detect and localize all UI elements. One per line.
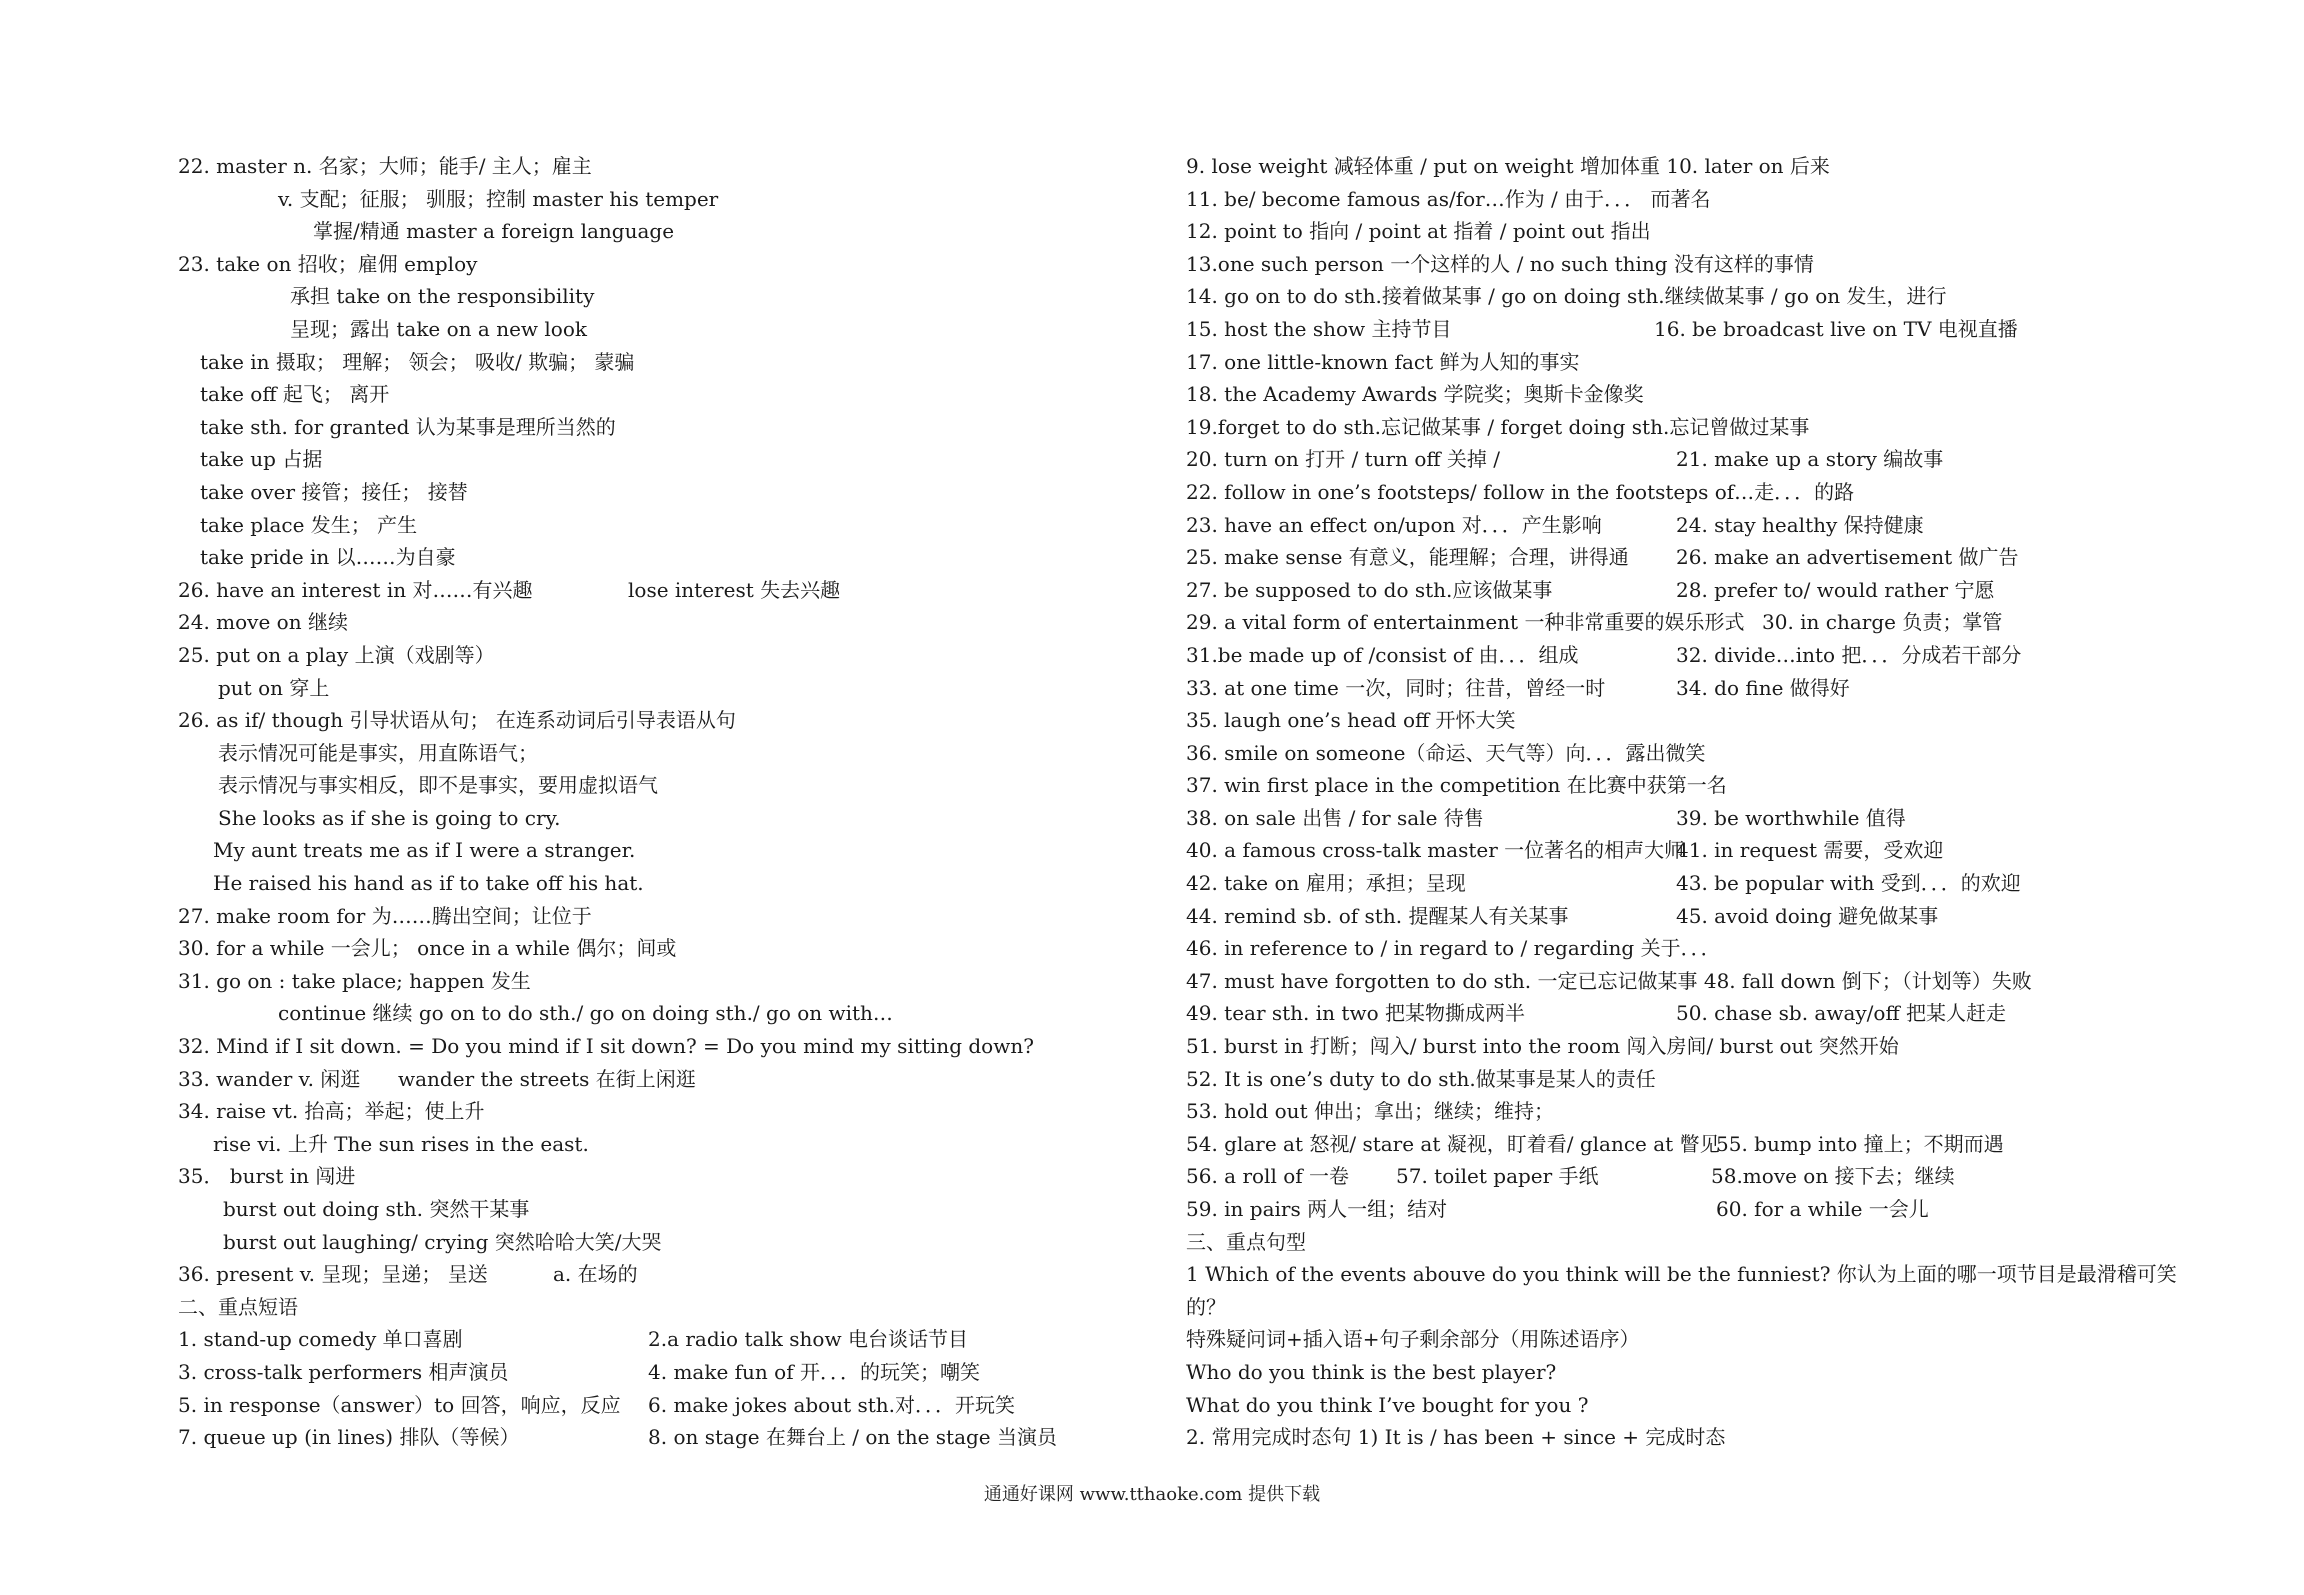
left-column [178,150,1138,1454]
text-segment: 11. be/ become famous as/for…作为 / 由于．．． 而著名 [1186,186,1711,211]
text-line [1186,997,2166,1030]
text-segment: 34. raise vt. 抬高；举起；使上升 [178,1099,485,1124]
text-segment: 15. host the show 主持节目 [1186,316,1452,341]
text-segment: 18. the Academy Awards 学院奖；奥斯卡金像奖 [1186,382,1644,407]
text-segment: 19.forget to do sth.忘记做某事 / forget doing sth.忘记曾做过某事 [1186,414,1810,439]
text-segment: 38. on sale 出售 / for sale 待售 [1186,805,1484,830]
text-line [1186,639,2166,672]
text-line [178,965,1138,998]
text-line [1186,280,2166,313]
text-line [178,346,1138,379]
text-segment: 承担 take on the responsibility [290,284,595,309]
text-segment: 59. in pairs 两人一组；结对 [1186,1197,1448,1221]
text-line [178,997,1138,1030]
text-segment: 4. make fun of 开．．．的玩笑；嘲笑 [648,1359,980,1384]
text-segment: 50. chase sb. away/off 把某人赶走 [1676,1001,2007,1026]
text-line [1186,183,2166,216]
text-line [178,1193,1138,1226]
text-segment: 39. be worthwhile 值得 [1676,805,1906,830]
text-segment: My aunt treats me as if I were a stranger. [213,838,636,863]
text-segment: 32. Mind if I sit down. = Do you mind if I sit down? = Do you mind my sitting down? [178,1034,1034,1059]
text-line [178,476,1138,509]
text-line [178,574,1138,607]
text-segment: a. 在场的 [553,1262,638,1287]
text-segment: 12. point to 指向 / point at 指着 / point out 指出 [1186,219,1651,244]
text-segment: 46. in reference to / in regard to / regarding 关于．．． [1186,936,1721,961]
text-line [1186,965,2166,998]
text-line [1186,900,2166,933]
text-line [1186,672,2166,705]
text-segment: 7. queue up (in lines) 排队（等候） [178,1425,520,1450]
text-segment: 25. make sense 有意义，能理解；合理，讲得通 [1186,545,1629,570]
text-segment: 23. take on 招收；雇佣 employ [178,251,478,276]
text-line [1186,476,2166,509]
text-segment: 13.one such person 一个这样的人 / no such thing 没有这样的事情 [1186,251,1814,276]
text-line [178,1226,1138,1259]
text-line [178,932,1138,965]
text-segment: 22. follow in one’s footsteps/ follow in the footsteps of…走．．．的路 [1186,479,1855,504]
text-segment: take over 接管；接任； 接替 [200,479,468,504]
text-segment: 34. do fine 做得好 [1676,675,1850,700]
text-segment: 43. be popular with 受到．．．的欢迎 [1676,871,2021,896]
text-segment: 42. take on 雇用；承担；呈现 [1186,871,1466,896]
text-segment: wander the streets 在街上闲逛 [398,1066,696,1091]
text-segment: 1 Which of the events abouve do you think will be the funniest? 你认为上面的哪一项节目是最滑稽可笑 [1186,1262,2177,1287]
text-line [1186,1323,2166,1356]
text-segment: 二、重点短语 [178,1294,298,1319]
text-line [1186,1030,2166,1063]
text-segment: 30. in charge 负责；掌管 [1762,610,2003,635]
text-segment: 49. tear sth. in two 把某物撕成两半 [1186,1001,1525,1026]
text-segment: 25. put on a play 上演（戏剧等） [178,642,495,667]
text-segment: What do you think I’ve bought for you ? [1186,1392,1589,1417]
text-line [178,900,1138,933]
text-segment: take in 摄取； 理解； 领会； 吸收/ 欺骗； 蒙骗 [200,349,635,374]
text-line [178,411,1138,444]
text-line [1186,509,2166,542]
text-segment: 9. lose weight 减轻体重 / put on weight 增加体重 10. later on 后来 [1186,154,1830,178]
text-line [178,1356,1138,1389]
text-line [1186,1258,2177,1291]
text-line [1186,313,2166,346]
text-line [178,1421,1138,1454]
text-segment: 33. wander v. 闲逛 [178,1066,361,1091]
text-line [1186,1291,2166,1324]
text-line [1186,378,2166,411]
text-segment: 22. master n. 名家；大师；能手/ 主人；雇主 [178,154,592,178]
text-segment: He raised his hand as if to take off his hat. [213,871,644,896]
text-segment: 60. for a while 一会儿 [1716,1197,1929,1221]
text-segment: 的？ [1186,1294,1226,1319]
text-line [1186,1421,2166,1454]
text-line [178,1128,1138,1161]
text-line [1186,932,2166,965]
text-segment: 31.be made up of /consist of 由．．．组成 [1186,642,1579,667]
text-line [178,280,1138,313]
text-line [1186,1193,2166,1226]
text-segment: 16. be broadcast live on TV 电视直播 [1654,316,2018,341]
text-line [178,215,1138,248]
text-segment: 呈现；露出 take on a new look [290,316,587,341]
text-segment: 52. It is one’s duty to do sth.做某事是某人的责任 [1186,1066,1656,1091]
text-line [1186,769,2166,802]
text-segment: 36. smile on someone（命运、天气等）向．．．露出微笑 [1186,740,1706,765]
text-segment: 30. for a while 一会儿； once in a while 偶尔；间或 [178,936,677,961]
text-segment: 40. a famous cross-talk master 一位著名的相声大师 [1186,838,1685,863]
text-segment: take pride in 以……为自豪 [200,545,456,570]
text-segment: 26. make an advertisement 做广告 [1676,545,2019,570]
text-segment: 35. laugh one’s head off 开怀大笑 [1186,708,1516,733]
text-segment: 26. as if/ though 引导状语从句； 在连系动词后引导表语从句 [178,708,736,733]
text-line [1186,1389,2166,1422]
text-line [1186,1063,2166,1096]
text-segment: 表示情况可能是事实，用直陈语气； [218,740,538,765]
text-line [1186,737,2166,770]
text-line [1186,1356,2166,1389]
text-line [1186,1095,2166,1128]
text-line [178,313,1138,346]
text-line [1186,411,2166,444]
text-line [178,704,1138,737]
text-segment: 20. turn on 打开 / turn off 关掉 / [1186,447,1501,472]
text-line [178,443,1138,476]
text-line [178,639,1138,672]
text-line [178,834,1138,867]
text-line [178,1063,1138,1096]
text-segment: take place 发生； 产生 [200,512,418,537]
text-segment: 27. make room for 为……腾出空间；让位于 [178,903,592,928]
text-line [178,1030,1138,1063]
text-line [1186,215,2166,248]
text-segment: Who do you think is the best player? [1186,1359,1557,1384]
text-line [178,378,1138,411]
text-line [178,672,1138,705]
text-line [1186,150,2166,183]
text-segment: 36. present v. 呈现；呈递； 呈送 [178,1262,488,1287]
text-segment: 27. be supposed to do sth.应该做某事 [1186,577,1553,602]
text-line [178,802,1138,835]
text-segment: 三、重点句型 [1186,1229,1306,1254]
text-segment: 35． burst in 闯进 [178,1164,356,1189]
text-segment: 3. cross-talk performers 相声演员 [178,1359,509,1384]
text-line [1186,802,2166,835]
text-segment: 24. move on 继续 [178,610,348,635]
text-segment: 21. make up a story 编故事 [1676,447,1944,472]
text-segment: 55. bump into 撞上；不期而遇 [1716,1131,2004,1156]
text-segment: 37. win first place in the competition 在比赛中获第一名 [1186,773,1727,798]
text-segment: 23. have an effect on/upon 对．．．产生影响 [1186,512,1602,537]
footer-credit: 通通好课网 www.tthaoke.com 提供下载 [983,1484,1321,1505]
text-line [1186,443,2166,476]
text-line [178,867,1138,900]
text-line [1186,248,2166,281]
text-line [178,1095,1138,1128]
text-segment: burst out doing sth. 突然干某事 [223,1197,530,1221]
text-segment: 1. stand-up comedy 单口喜剧 [178,1327,463,1352]
text-segment: 29. a vital form of entertainment 一种非常重要的娱乐形式 [1186,610,1745,635]
text-segment: 41. in request 需要，受欢迎 [1676,838,1944,863]
text-line [178,1389,1138,1422]
text-segment: 56. a roll of 一卷 [1186,1164,1349,1189]
text-segment: 47. must have forgotten to do sth. 一定已忘记做某事 48. fall down 倒下；（计划等）失败 [1186,968,2032,993]
text-segment: 17. one little-known fact 鲜为人知的事实 [1186,349,1580,374]
text-line [1186,606,2166,639]
text-segment: 6. make jokes about sth.对．．．开玩笑 [648,1392,1016,1417]
text-segment: 31. go on : take place; happen 发生 [178,968,531,993]
text-line [1186,541,2166,574]
text-line [1186,1160,2166,1193]
text-segment: 2. 常用完成时态句 1) It is / has been + since + 完成时态 [1186,1425,1726,1450]
text-segment: take off 起飞； 离开 [200,382,390,407]
text-line [178,183,1138,216]
text-segment: 24. stay healthy 保持健康 [1676,512,1924,537]
text-segment: lose interest 失去兴趣 [628,577,841,602]
text-segment: 44. remind sb. of sth. 提醒某人有关某事 [1186,903,1569,928]
text-segment: 51. burst in 打断；闯入/ burst into the room 闯入房间/ burst out 突然开始 [1186,1034,1899,1059]
text-line [178,541,1138,574]
text-segment: 2.a radio talk show 电台谈话节目 [648,1327,968,1352]
text-segment: 45. avoid doing 避免做某事 [1676,903,1939,928]
text-line [178,606,1138,639]
text-segment: burst out laughing/ crying 突然哈哈大笑/大哭 [223,1229,662,1254]
text-line [178,509,1138,542]
text-line [178,1160,1138,1193]
text-line [178,150,1138,183]
text-line [1186,1226,2166,1259]
text-segment: put on 穿上 [218,675,330,700]
text-segment: take sth. for granted 认为某事是理所当然的 [200,414,616,439]
text-line [1186,704,2166,737]
text-segment: She looks as if she is going to cry. [218,805,561,830]
text-segment: 掌握/精通 master a foreign language [313,219,675,244]
right-column [1186,150,2177,1454]
text-segment: 特殊疑问词+插入语+句子剩余部分（用陈述语序） [1186,1327,1640,1352]
text-segment: 5. in response（answer）to 回答，响应，反应 [178,1392,621,1417]
text-segment: 14. go on to do sth.接着做某事 / go on doing sth.继续做某事 / go on 发生，进行 [1186,284,1947,309]
text-line [1186,834,2166,867]
text-line [1186,346,2166,379]
text-segment: 54. glare at 怒视/ stare at 凝视，盯着看/ glance at 瞥见 [1186,1131,1720,1156]
text-segment: 表示情况与事实相反，即不是事实，要用虚拟语气 [218,773,658,798]
text-line [178,1291,1138,1324]
text-line [178,1323,1138,1356]
text-line [178,248,1138,281]
text-line [178,1258,1138,1291]
text-segment: take up 占据 [200,447,323,472]
text-line [1186,574,2166,607]
text-segment: 28. prefer to/ would rather 宁愿 [1676,577,1995,602]
text-line [178,737,1138,770]
text-segment: 33. at one time 一次，同时；往昔，曾经一时 [1186,675,1606,700]
text-line [1186,867,2166,900]
text-segment: 58.move on 接下去；继续 [1711,1164,1955,1189]
text-segment: 53. hold out 伸出；拿出；继续；维持； [1186,1099,1554,1124]
text-line [178,769,1138,802]
text-segment: 8. on stage 在舞台上 / on the stage 当演员 [648,1425,1058,1450]
text-segment: 57. toilet paper 手纸 [1396,1164,1599,1189]
text-line [1186,1128,2166,1161]
text-segment: v. 支配；征服； 驯服；控制 master his temper [278,186,719,211]
text-segment: 32. divide…into 把．．．分成若干部分 [1676,642,2022,667]
text-segment: rise vi. 上升 The sun rises in the east. [213,1131,589,1156]
text-segment: continue 继续 go on to do sth./ go on doing sth./ go on with… [278,1001,893,1026]
text-segment: 26. have an interest in 对……有兴趣 [178,577,533,602]
